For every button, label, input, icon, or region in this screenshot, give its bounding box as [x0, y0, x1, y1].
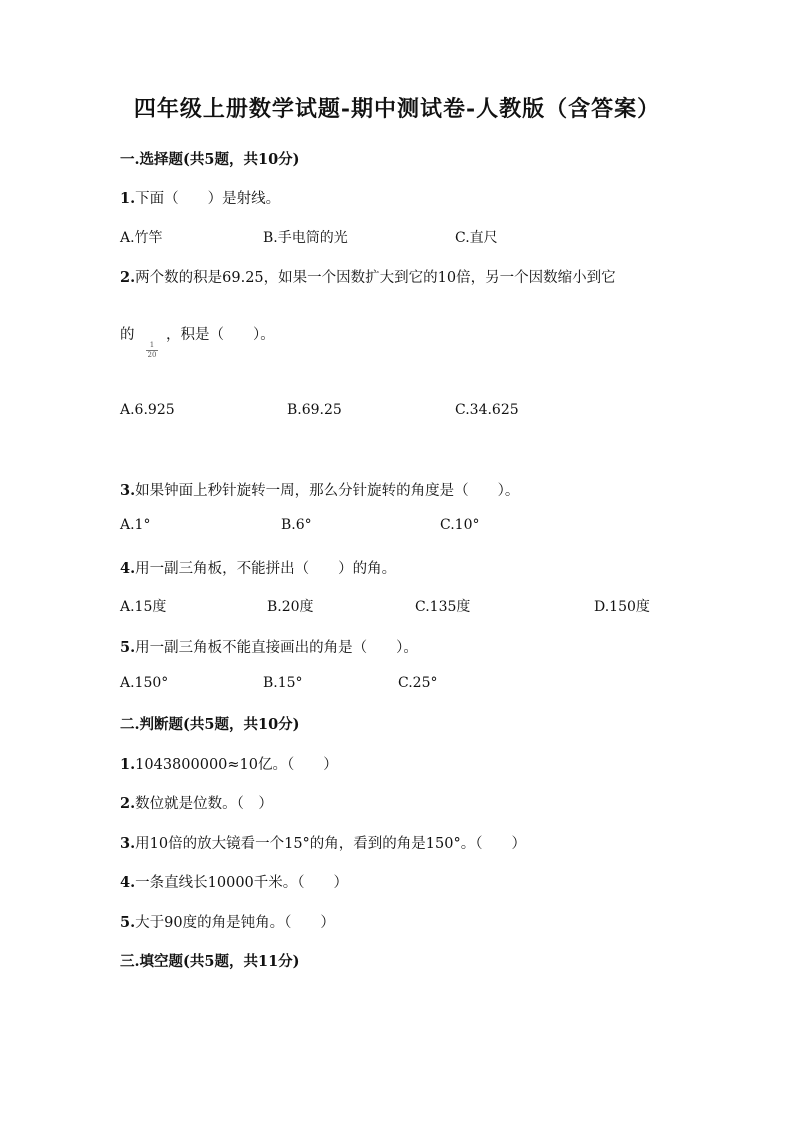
- option-b: B.手电筒的光: [263, 230, 348, 246]
- option-c: C.10°: [440, 517, 480, 533]
- question-text: 大于90度的角是钝角。（ ）: [135, 915, 335, 931]
- judgement-item: [120, 832, 526, 853]
- question-number: 3.: [120, 835, 136, 852]
- question-2-continued-text: ，积是（ ）。: [166, 327, 275, 343]
- section-heading-judgement: 二.判断题(共5题，共10分): [120, 716, 300, 733]
- fraction-numerator: 1: [149, 341, 155, 349]
- question-number: 4.: [120, 874, 136, 891]
- option-b: B.20度: [267, 599, 314, 615]
- option-a: A.150°: [120, 675, 169, 691]
- question-5: [120, 636, 418, 657]
- question-number: 1.: [120, 756, 136, 773]
- judgement-item: [120, 792, 273, 813]
- question-text: 数位就是位数。（ ）: [135, 796, 273, 812]
- option-a: A.15度: [120, 599, 167, 615]
- question-3: [120, 479, 519, 500]
- question-text: 用一副三角板，不能拼出（ ）的角。: [135, 561, 397, 577]
- option-b: B.6°: [281, 517, 312, 533]
- judgement-item: [120, 871, 348, 892]
- option-c: C.135度: [415, 599, 471, 615]
- question-2-continued: 的: [120, 327, 135, 343]
- option-a: A.6.925: [120, 402, 175, 418]
- option-b: B.69.25: [287, 402, 342, 418]
- question-4: [120, 557, 396, 578]
- question-number: 4.: [120, 560, 136, 577]
- question-number: 1.: [120, 190, 136, 207]
- question-number: 2.: [120, 795, 136, 812]
- section-heading-choice: 一.选择题(共5题，共10分): [120, 151, 300, 168]
- fraction-denominator: 20: [147, 351, 157, 359]
- section-heading-fill-blank: 三.填空题(共5题，共11分): [120, 953, 300, 970]
- question-text: 1043800000≈10亿。（ ）: [135, 757, 338, 773]
- option-c: C.直尺: [455, 230, 498, 246]
- question-number: 5.: [120, 914, 136, 931]
- question-text: 一条直线长10000千米。（ ）: [135, 875, 349, 891]
- page-title: 四年级上册数学试题-期中测试卷-人教版（含答案）: [133, 96, 661, 122]
- question-number: 2.: [120, 269, 136, 286]
- question-number: 5.: [120, 639, 136, 656]
- question-1: [120, 187, 280, 208]
- option-b: B.15°: [263, 675, 303, 691]
- question-text: 用10倍的放大镜看一个15°的角，看到的角是150°。（ ）: [135, 836, 526, 852]
- question-text: 下面（ ）是射线。: [135, 191, 281, 207]
- judgement-item: [120, 911, 335, 932]
- option-c: C.34.625: [455, 402, 519, 418]
- judgement-item: [120, 753, 338, 774]
- option-c: C.25°: [398, 675, 438, 691]
- option-a: A.竹竿: [120, 230, 163, 246]
- question-text: 用一副三角板不能直接画出的角是（ ）。: [135, 640, 418, 656]
- question-text: 如果钟面上秒针旋转一周，那么分针旋转的角度是（ ）。: [135, 483, 520, 499]
- option-a: A.1°: [120, 517, 151, 533]
- option-d: D.150度: [594, 599, 650, 615]
- question-text: 两个数的积是69.25，如果一个因数扩大到它的10倍，另一个因数缩小到它: [135, 270, 616, 286]
- fraction: [146, 342, 158, 359]
- question-number: 3.: [120, 482, 136, 499]
- question-2: [120, 266, 616, 287]
